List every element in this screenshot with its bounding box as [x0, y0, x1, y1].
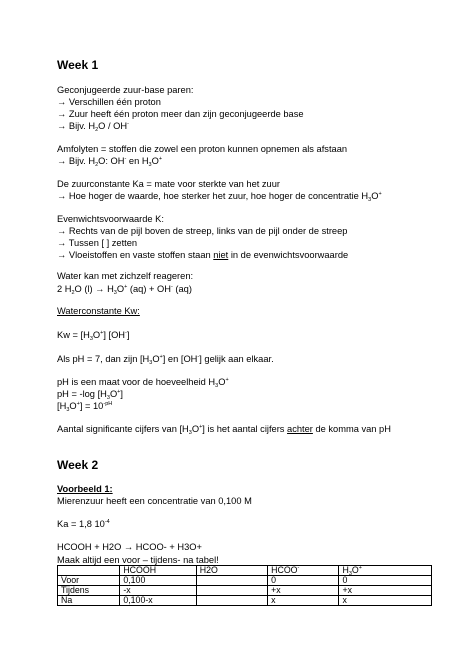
table-cell: [58, 566, 120, 576]
table-cell: Tijdens: [58, 586, 120, 596]
ampholyte-definition: Amfolyten = stoffen die zowel een proton kunnen opnemen als afstaan: [57, 144, 348, 154]
example-heading: Voorbeeld 1:: [57, 484, 113, 494]
table-row: [58, 576, 432, 586]
pairs-item-1: → Verschillen één proton: [57, 97, 161, 107]
pairs-item-3: → Bijv. $H_2O / OH^-$: [57, 121, 129, 133]
table-cell: 0: [268, 576, 339, 586]
ph7-statement: Als pH = 7, dan zijn $[H_3O^+]$ en [OH-] gelijk aan elkaar.: [57, 354, 274, 366]
table-cell: 0,100: [120, 576, 196, 586]
arrow-icon: →: [57, 97, 67, 107]
equilibrium-item-1: → Rechts van de pijl boven de streep, links van de pijl onder de streep: [57, 226, 348, 236]
table-cell: H2O: [196, 566, 267, 576]
significant-figures-rule: Aantal significante cijfers van $[H_3O^+]$ is het aantal cijfers achter de komma van pH: [57, 424, 391, 436]
table-cell: HCOOH: [120, 566, 196, 576]
ice-table: [57, 565, 432, 606]
equilibrium-heading: Evenwichtsvoorwaarde K:: [57, 214, 164, 224]
arrow-icon: →: [57, 238, 67, 248]
ka-definition: De zuurconstante Ka = mate voor sterkte van het zuur: [57, 179, 280, 189]
table-row: [58, 596, 432, 606]
arrow-icon: →: [57, 250, 67, 260]
kw-heading: Waterconstante Kw:: [57, 306, 140, 316]
ph-log-formula: pH = -log $[H_3O^+]$: [57, 389, 123, 401]
table-cell: HCOO-: [268, 566, 339, 576]
table-cell: $H_3O^+$: [339, 566, 432, 576]
table-cell: +x: [268, 586, 339, 596]
week2-heading: Week 2: [57, 458, 99, 472]
kw-formula: $Kw = [H_3O^+]$ [OH-]: [57, 330, 130, 342]
arrow-icon: →: [57, 191, 67, 201]
table-cell: 0: [339, 576, 432, 586]
table-cell: Voor: [58, 576, 120, 586]
pairs-heading: Geconjugeerde zuur-base paren:: [57, 85, 194, 95]
reaction-equation: HCOOH + H2O → HCOO- + H3O+: [57, 542, 202, 552]
table-caption: Maak altijd een voor – tijdens- na tabel!: [57, 555, 219, 565]
arrow-icon: →: [57, 121, 67, 131]
arrow-icon: →: [57, 109, 67, 119]
table-cell: Na: [58, 596, 120, 606]
table-cell: x: [268, 596, 339, 606]
week1-heading: Week 1: [57, 58, 99, 72]
table-row: [58, 586, 432, 596]
equilibrium-item-3: → Vloeistoffen en vaste stoffen staan niet in de evenwichtsvoorwaarde: [57, 250, 349, 260]
table-cell: [196, 596, 267, 606]
arrow-icon: →: [57, 156, 67, 166]
table-header-row: [58, 566, 432, 576]
example-text: Mierenzuur heeft een concentratie van 0,100 M: [57, 496, 252, 506]
table-cell: [196, 576, 267, 586]
self-ionization-equation: 2 $H_2O$ $(l) \to H_3O^+$ (aq) + OH- (aq): [57, 284, 192, 296]
ka-value: Ka = 1,8 $10^{-4}$: [57, 519, 110, 529]
table-cell: -x: [120, 586, 196, 596]
ph-definition: pH is een maat voor de hoeveelheid $H_3O^+$: [57, 377, 229, 389]
table-cell: [196, 586, 267, 596]
arrow-icon: →: [57, 226, 67, 236]
ph-power-formula: $[H_3O^+] = 10^{-pH}$: [57, 401, 113, 413]
table-cell: x: [339, 596, 432, 606]
pairs-item-2: → Zuur heeft één proton meer dan zijn geconjugeerde base: [57, 109, 304, 119]
table-cell: +x: [339, 586, 432, 596]
self-ionization-heading: Water kan met zichzelf reageren:: [57, 271, 194, 281]
ampholyte-example: → Bijv. $H_2O$: OH- en $H_3O^+$: [57, 156, 163, 168]
table-cell: 0,100-x: [120, 596, 196, 606]
ka-note: → Hoe hoger de waarde, hoe sterker het zuur, hoe hoger de concentratie $H_3O^+$: [57, 191, 382, 203]
equilibrium-item-2: → Tussen [ ] zetten: [57, 238, 138, 248]
